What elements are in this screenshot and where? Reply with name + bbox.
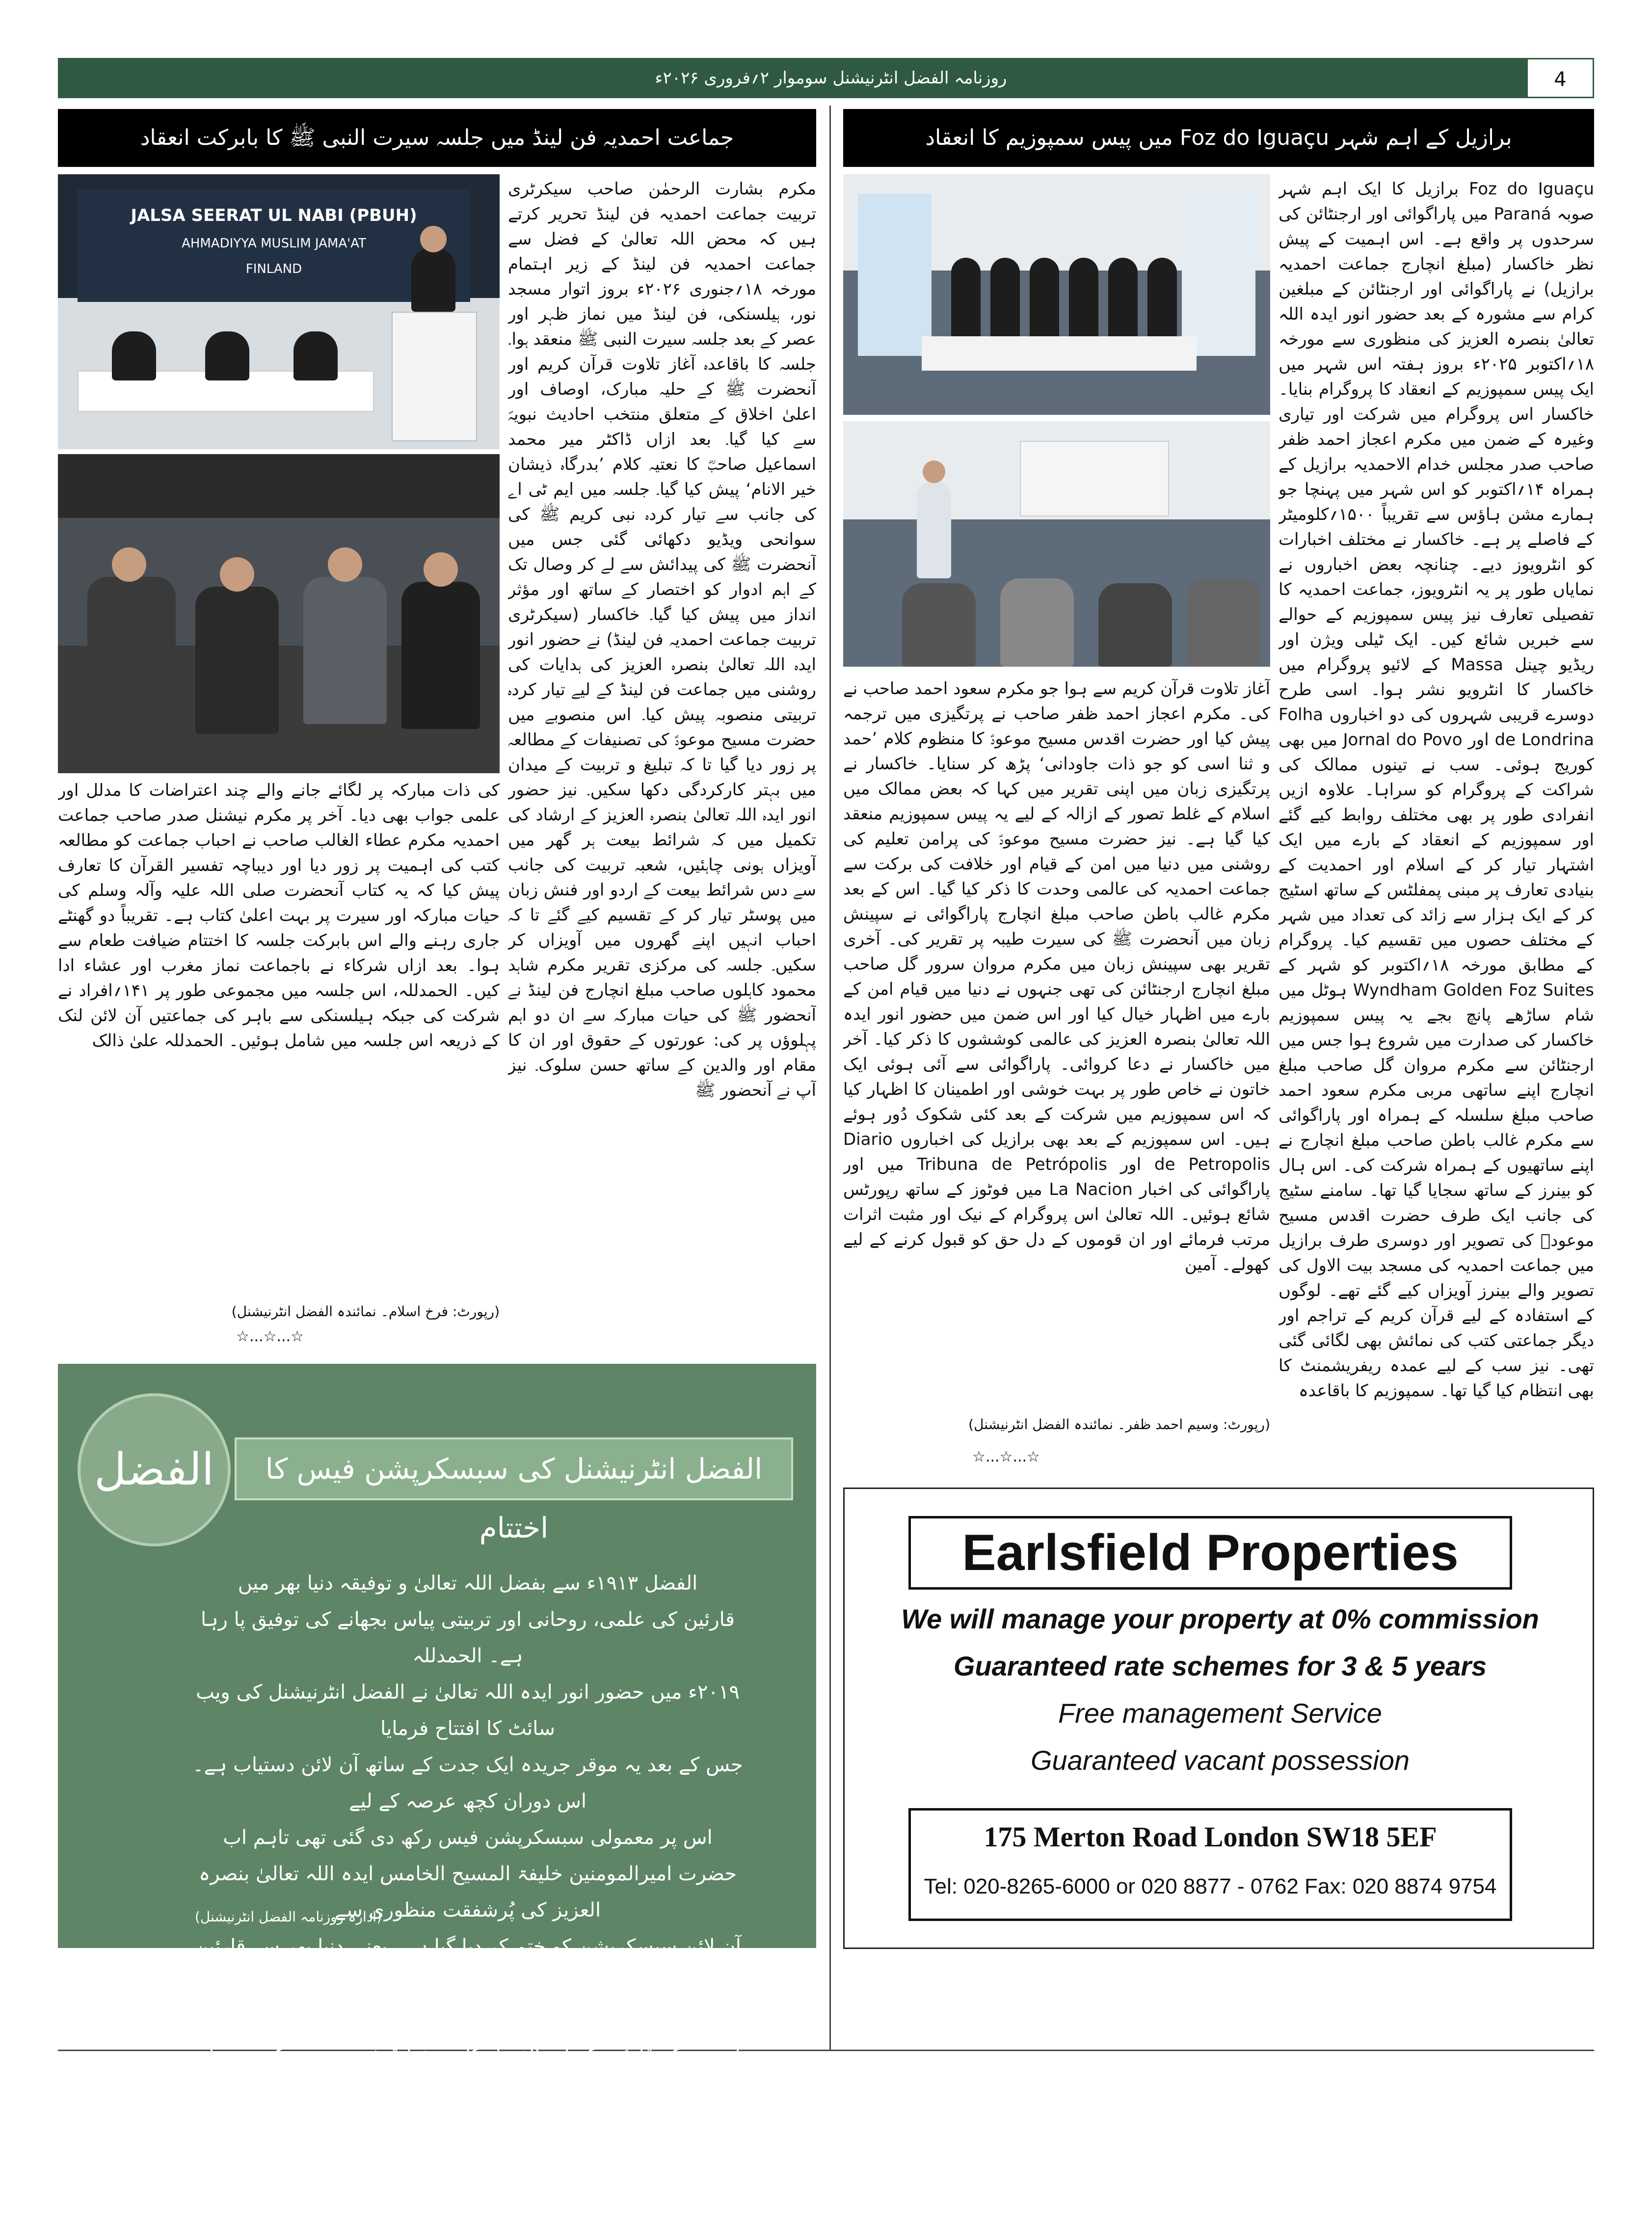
advert-address-box [908, 1808, 1512, 1921]
finland-text-left: کی ذات مبارکہ پر لگائے جانے والے چند اعتراضات کا مدلل اور علمی جواب بھی دیا۔ آخر پر مکرم نیشنل صدر صاحب جماعت احمدیہ مکرم عطاء الغالب صاحب نے احباب جماعت کو مطالعہ کتب کی اہمیت پر زور دیا اور دیباچہ تفسیر القرآن کا تعارف پیش کیا کہ یہ کتاب آنحضرت صلی اللہ علیہ وآلہ وسلم کی حیات مبارکہ اور سیرت پر بہت اعلیٰ کتاب ہے۔ تقریباً دو گھنٹے جاری رہنے والے اس بابرکت جلسہ کا اختتام ضیافت طعام سے ہوا۔ بعد ازاں شرکاء نے باجماعت نماز مغرب اور عشاء ادا کیں۔ الحمدللہ، اس جلسہ میں مجموعی طور پر ۱۴۱؍افراد نے شرکت کی جبکہ ہیلسنکی سے باہر کی جماعتیں آن لائن لنک کے ذریعہ اس جلسہ میں شامل ہوئیں۔ الحمدللہ علیٰ ذالک [58, 781, 500, 1051]
subscription-title: الفضل انٹرنیشنل کی سبسکرپشن فیس کا اختتام [235, 1437, 793, 1500]
brazil-text-right: Foz do Iguaçu برازیل کا ایک اہم شہر صوبہ Paraná میں پاراگوائی اور ارجنٹائن کی سرحدوں پر واقع ہے۔ اس اہمیت کے پیش نظر خاکسار (مبلغ انچارج جماعت احمدیہ برازیل) نے پاراگوائی اور ارجنٹائن کے مبلغین کرام سے مشورہ کے بعد حضور انور ایدہ اللہ تعالیٰ بنصرہ العزیز کی منظوری سے مورخہ ۱۸؍اکتوبر ۲۰۲۵ء بروز ہفتہ اس شہر میں ایک پیس سمپوزیم کے انعقاد کا پروگرام بنایا۔ خاکسار اس پروگرام میں شرکت اور تیاری وغیرہ کے ضمن میں مکرم اعجاز احمد ظفر صاحب صدر مجلس خدام الاحمدیہ برازیل کے ہمراہ ۱۴؍اکتوبر کو اس شہر میں پہنچا جو ہمارے مشن ہاؤس سے تقریباً ۱۵۰۰؍کلومیٹر کے فاصلے پر ہے۔ خاکسار نے مختلف اخبارات کو انٹرویوز دیے۔ چنانچہ بعض اخباروں نے نمایاں طور پر یہ انٹرویوز، جماعت احمدیہ کا تفصیلی تعارف نیز پیس سمپوزیم کے حوالے سے خبریں شائع کیں۔ ایک ٹیلی ویژن اور ریڈیو چینل Massa کے لائیو پروگرام میں خاکسار کا انٹرویو نشر ہوا۔ اسی طرح دوسرے قریبی شہروں کی دو اخباروں Folha de Londrina اور Jornal do Povo میں بھی کوریج ہوئی۔ سب نے تینوں ممالک کی شراکت کے پروگرام کو سراہا۔ علاوہ ازیں انفرادی طور پر بھی مختلف روابط کیے گئے اور سمپوزیم کے انعقاد کے بارے میں ایک اشتہار تیار کر کے اسلام اور احمدیت کے بنیادی تعارف پر مبنی پمفلٹس کے ساتھ اسٹیج کر کے ایک ہزار سے زائد کی تعداد میں شہر کے مختلف حصوں میں تقسیم کیا۔ پروگرام کے مطابق مورخہ ۱۸؍اکتوبر کو شہر کے Wyndham Golden Foz Suites ہوٹل میں شام ساڑھے پانچ بجے یہ پیس سمپوزیم خاکسار کی صدارت میں شروع ہوا جس میں ارجنٹائن سے مکرم مروان گل صاحب مبلغ انچارج اپنے ساتھی مربی مکرم سعود احمد صاحب مبلغ سلسلہ کے ہمراہ اور پاراگوائی سے مکرم غالب باطن صاحب مبلغ انچارج نے اپنے ساتھیوں کے ہمراہ شرکت کی۔ اس ہال کو بینرز کے ساتھ سجایا گیا تھا۔ سامنے سٹیج کی جانب ایک طرف حضرت اقدس مسیح موعودؑ کی تصویر اور دوسری طرف برازیل میں جماعت احمدیہ کی مسجد بیت الاول کی تصویر والے بینرز آویزاں کیے گئے تھے۔ لوگوں کے استفادہ کے لیے قرآن کریم کے تراجم اور دیگر جماعتی کتب کی نمائش بھی لگائی گئی تھی۔ نیز سب کے لیے عمدہ ریفریشمنٹ کا بھی انتظام کیا گیا تھا۔ سمپوزیم کا باقاعدہ [1279, 179, 1594, 1401]
subscription-line: قارئین کرام حضور انور ایدہ اللہ تعالیٰ بنصرہ العزیز [256, 2117, 679, 2139]
earlsfield-advert [843, 1488, 1594, 1949]
subscription-body [186, 1565, 750, 2219]
advert-phones: Tel: 020-8265-6000 or 020 8877 - 0762 Fax: 020 8874 9754 [924, 1874, 1497, 1898]
advert-company-name: Earlsfield Properties [908, 1516, 1512, 1590]
seated-audience-3 [1098, 583, 1172, 667]
audience-head-4 [424, 552, 458, 587]
subscription-line: اس پر معمولی سبسکرپشن فیس رکھ دی گئی تھی تاہم اب [223, 1826, 713, 1849]
group-figure-6 [1147, 258, 1177, 341]
finland-text-right: مکرم بشارت الرحمٰن صاحب سیکرٹری تربیت جماعت احمدیہ فن لینڈ تحریر کرتے ہیں کہ محض اللہ تعالیٰ کے فضل سے جماعت احمدیہ فن لینڈ کے زیر اہتمام مورخہ ۱۸؍جنوری ۲۰۲۶ء بروز اتوار مسجد نور، ہیلسنکی، فن لینڈ میں نماز ظہر اور عصر کے بعد جلسہ سیرت النبی ﷺ منعقد ہوا۔ جلسہ کا باقاعدہ آغاز تلاوت قرآن کریم اور آنحضرت ﷺ کے حلیہ مبارک، اوصاف اور اعلیٰ اخلاق کے متعلق منتخب احادیث نبویہؐ سے کیا گیا۔ بعد ازاں ڈاکٹر میر محمد اسماعیل صاحبؓ کا نعتیہ کلام ’بدرگاہ ذیشان خیر الانام‘ پیش کیا گیا۔ جلسہ میں ایم ٹی اے کی جانب سے تیار کردہ نبی کریم ﷺ کی سوانحی ویڈیو دکھائی گئی جس میں آنحضرت ﷺ کی پیدائش سے لے کر وصال تک کے اہم ادوار کو اختصار کے ساتھ اور مؤثر انداز میں پیش کیا گیا۔ خاکسار (سیکرٹری تربیت جماعت احمدیہ فن لینڈ) نے حضور انور ایدہ اللہ تعالیٰ بنصرہ العزیز کی ہدایات کی روشنی میں جماعت فن لینڈ کے لیے تیار کردہ تربیتی منصوبہ پیش کیا۔ اس منصوبے میں حضرت مسیح موعودؑ کی تصنیفات کے مطالعہ پر زور دیا گیا تا کہ تبلیغ و تربیت کے میدان میں بہتر کارکردگی دکھا سکیں۔ نیز حضور انور ایدہ اللہ تعالیٰ بنصرہ العزیز کے ارشاد کی تکمیل میں کہ شرائط بیعت ہر گھر میں آویزاں ہونی چاہئیں، شعبہ تربیت کی جانب سے دس شرائط بیعت کے اردو اور فنش زبان میں پوسٹر تیار کر کے تقسیم کیے گئے تا کہ احباب انہیں اپنے گھروں میں آویزاں کر سکیں۔ جلسہ کی مرکزی تقریر مکرم شاہد محمود کاہلوں صاحب مبلغ انچارج فن لینڈ نے آنحضور ﷺ کی حیات مبارکہ سے ان دو اہم پہلوؤں پر کی: عورتوں کے حقوق اور ان کا مقام اور والدین کے ساتھ حسن سلوک۔ نیز آپ نے آنحضور ﷺ [508, 179, 816, 1100]
banner-line-1: JALSA SEERAT UL NABI (PBUH) [131, 206, 417, 225]
table [922, 336, 1197, 371]
seated-figure-1 [112, 331, 156, 380]
speaker-figure [411, 248, 455, 312]
audience-figure-2 [195, 587, 279, 734]
subscription-notice [58, 1364, 816, 2212]
speaker-head [420, 226, 447, 252]
subscription-line: الفضل ۱۹۱۳ء سے بفضل اللہ تعالیٰ و توفیقہ دنیا بھر میں [238, 1572, 698, 1595]
subscription-line: آن لائن سبسکرپشن کو ختم کر دیا گیا ہے۔ یعنی دنیا بھر سے قارئین [194, 1935, 741, 1958]
subscription-line: حسب سابق الفضل سے بسہولت استفادہ کر سکتے ہیں۔ ان شاء اللہ العزیز [202, 1972, 733, 2030]
banner-line-3: FINLAND [245, 262, 302, 276]
audience-figure-1 [87, 577, 176, 724]
finland-report-credit: (رپورٹ: فرخ اسلام۔ نمائندہ الفضل انٹرنیشنل) [231, 1303, 500, 1320]
seated-figure-2 [205, 331, 249, 380]
subscription-line: حضرت امیرالمومنین خلیفۃ المسیح الخامس ایدہ اللہ تعالیٰ بنصرہ العزیز کی پُرشفقت منظوری سے [198, 1863, 737, 1921]
finland-audience-photo [58, 454, 500, 773]
standing-speaker [917, 480, 951, 578]
screen [1020, 441, 1169, 516]
finland-stage-photo [58, 174, 500, 449]
subscription-credit: (ادارہ روزنامہ الفضل انٹرنیشنل) [194, 1909, 382, 1925]
masthead-title: روزنامہ الفضل انٹرنیشنل سوموار ۲؍فروری ۲۰۲۶ء [655, 68, 1007, 88]
advert-line-2: Guaranteed rate schemes for 3 & 5 years [953, 1651, 1487, 1681]
brazil-group-photo [843, 174, 1270, 415]
finland-stars: ☆...☆...☆ [236, 1328, 304, 1345]
brazil-text-left: آغاز تلاوت قرآن کریم سے ہوا جو مکرم سعود احمد صاحب نے کی۔ مکرم اعجاز احمد ظفر صاحب نے پرتگیزی میں ترجمہ پیش کیا اور حضرت اقدس مسیح موعودؑ کا منظوم کلام ’حمد و ثنا اسی کو جو ذات جاودانی‘ پڑھ کر سنایا۔ خاکسار نے پرتگیزی زبان میں اپنی تقریر میں کہا کہ بعض ممالک میں اسلام کے غلط تصور کے ازالہ کے لیے یہ پیس سمپوزیم منعقد کیا گیا ہے۔ نیز حضرت مسیح موعودؑ کی پرامن تعلیم کی روشنی میں دنیا میں امن کے قیام اور خلافت کی برکت سے جماعت احمدیہ کی عالمی وحدت کا ذکر کیا گیا۔ اس کے بعد مکرم غالب باطن صاحب مبلغ انچارج پاراگوائی نے سپینش زبان میں آنحضرت ﷺ کی سیرت طیبہ پر تقریر کی۔ آخری تقریر بھی سپینش زبان میں مکرم مروان سرور گل صاحب مبلغ انچارج ارجنٹائن کی تھی جنہوں نے دنیا میں قیام امن کے بارے میں اظہار خیال کیا اور اس ضمن میں حضور انور ایدہ اللہ تعالیٰ بنصرہ العزیز کی عالمی کوششوں کا ذکر کیا۔ آخر میں خاکسار نے دعا کروائی۔ پاراگوائی سے آئی ہوئی ایک خاتون نے خاص طور پر بہت خوشی اور اطمینان کا اظہار کیا کہ اس سمپوزیم میں شرکت کے بعد کئی شکوک دُور ہوئے ہیں۔ اس سمپوزیم کے بعد بھی برازیل کی اخباروں Diario de Petropolis اور Tribuna de Petrópolis میں اور پاراگوائی کی اخبار La Nacion میں فوٹوز کے ساتھ رپورٹس شائع ہوئیں۔ اللہ تعالیٰ اس پروگرام کے نیک اور مثبت اثرات مرتب فرمائے اور ان قوموں کے دل حق کو قبول کرنے کے لیے کھولے۔ آمین [843, 679, 1270, 1274]
seated-audience-4 [1187, 578, 1260, 667]
seated-audience-1 [902, 583, 976, 667]
group-figure-1 [951, 258, 981, 341]
brazil-audience-photo [843, 421, 1270, 667]
advert-address: 175 Merton Road London SW18 5EF [984, 1821, 1437, 1853]
brazil-report-credit: (رپورٹ: وسیم احمد ظفر۔ نمائندہ الفضل انٹرنیشنل) [968, 1416, 1270, 1433]
alfazl-logo: الفضل [78, 1393, 231, 1546]
group-figure-4 [1069, 258, 1098, 341]
page-number: 4 [1526, 58, 1594, 98]
audience-figure-3 [303, 577, 387, 724]
audience-figure-4 [401, 582, 480, 729]
subscription-line: قارئین کی علمی، روحانی اور تربیتی پیاس بجھانے کی توفیق پا رہا ہے۔ الحمدللہ [201, 1608, 735, 1667]
seated-audience-2 [1000, 578, 1074, 667]
group-figure-3 [1030, 258, 1059, 341]
subscription-line: اور ادارہ الفضل سے منسلک تمام احباب کو دعاؤں میں یاد رکھیں۔ جزاکم اللہ خیرا [199, 2153, 737, 2212]
finland-headline: جماعت احمدیہ فن لینڈ میں جلسہ سیرت النبی ﷺ کا بابرکت انعقاد [58, 109, 816, 167]
brazil-stars: ☆...☆...☆ [972, 1448, 1040, 1465]
group-figure-5 [1108, 258, 1138, 341]
advert-line-1: We will manage your property at 0% commission [901, 1603, 1539, 1634]
symposium-banner-right [1182, 194, 1255, 356]
seated-figure-3 [293, 331, 338, 380]
advert-line-3: Free management Service [1058, 1698, 1382, 1729]
subscription-line: جس کے بعد یہ موقر جریدہ ایک جدت کے ساتھ آن لائن دستیاب ہے۔ اس دوران کچھ عرصہ کے لیے [192, 1754, 743, 1813]
audience-head-3 [328, 547, 362, 582]
banner-line-2: AHMADIYYA MUSLIM JAMA'AT [182, 236, 366, 251]
podium [392, 312, 477, 441]
subscription-line: ۲۰۱۹ء میں حضور انور ایدہ اللہ تعالیٰ نے الفضل انٹرنیشنل کی ویب سائٹ کا افتتاح فرمایا [196, 1681, 740, 1740]
audience-head-2 [220, 557, 254, 592]
symposium-banner-left [858, 194, 932, 356]
brazil-headline: برازیل کے اہم شہر Foz do Iguaçu میں پیس سمپوزیم کا انعقاد [843, 109, 1594, 167]
column-divider [829, 106, 831, 2050]
subscription-line: یاد رہے کہ قارئین کے لیے الفضل کا پرنٹ ایڈیشن خریدنے کی سہولت بدستور موجود ہے۔ [189, 2044, 746, 2103]
advert-line-4: Guaranteed vacant possession [1030, 1745, 1410, 1776]
standing-speaker-head [923, 460, 945, 483]
group-figure-2 [990, 258, 1020, 341]
masthead-bar [58, 58, 1594, 98]
audience-head-1 [112, 547, 146, 582]
